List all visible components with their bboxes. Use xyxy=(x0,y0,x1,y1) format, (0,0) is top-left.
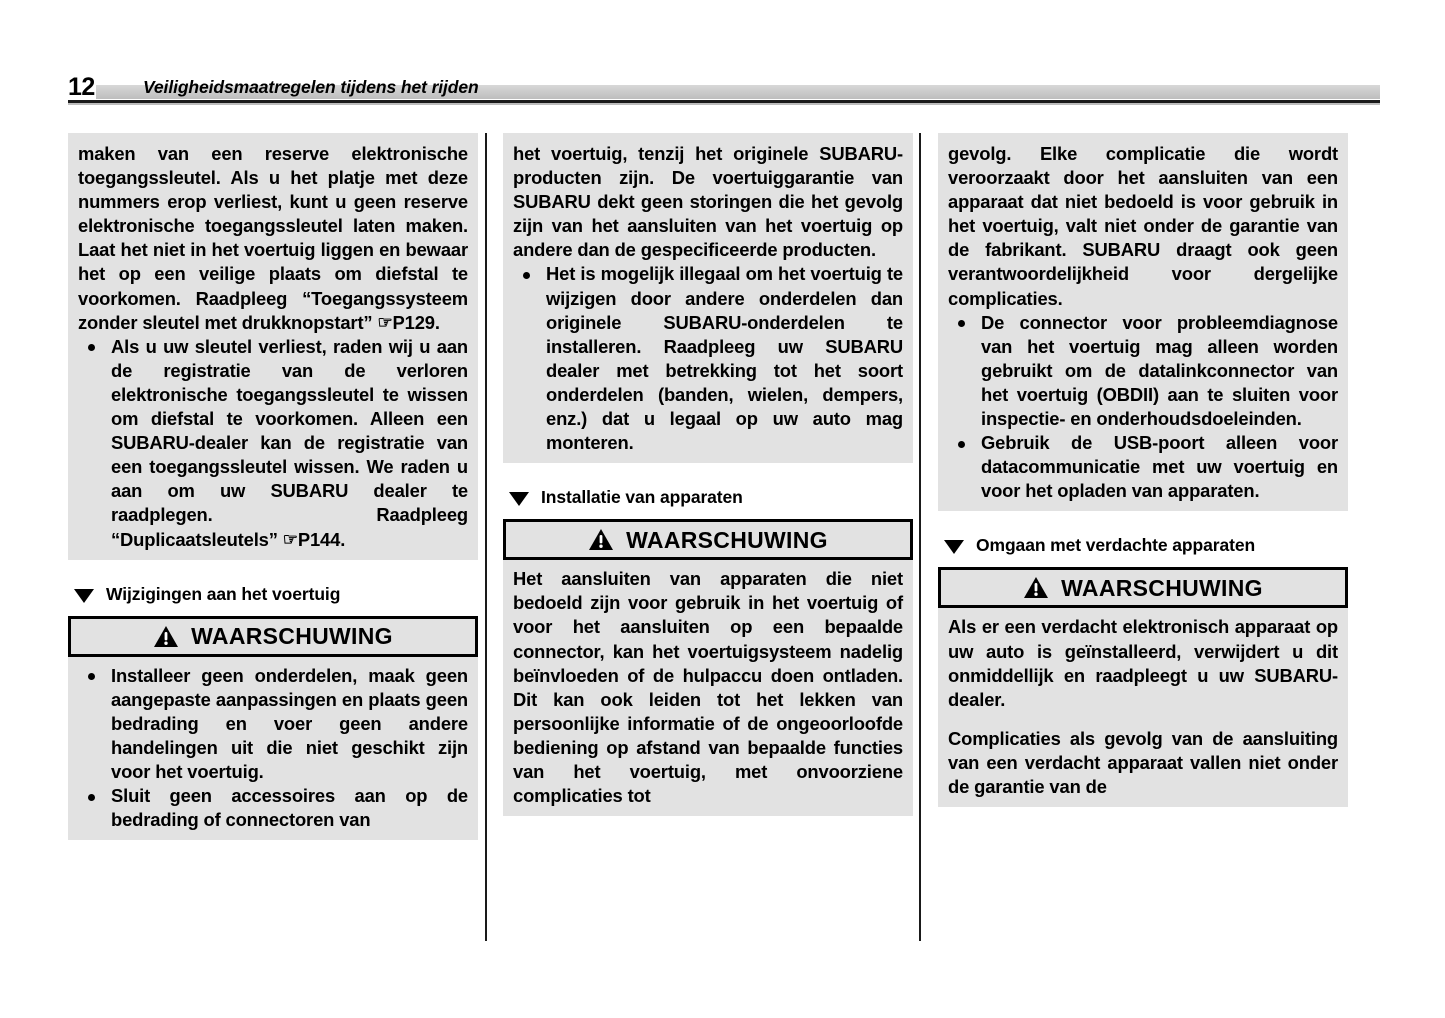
spacer xyxy=(68,560,478,582)
page-title: Veiligheidsmaatregelen tijdens het rijden xyxy=(143,77,479,97)
paragraph xyxy=(78,142,468,335)
page-reference-label: P129. xyxy=(392,311,440,333)
warning-content xyxy=(503,560,913,816)
column-divider-1 xyxy=(485,133,487,941)
text-block-continuation xyxy=(68,133,478,560)
list-item: Het is mogelijk illegaal om het voertuig te wijzigen door andere onderdelen dan originele SUBARU-onderdelen te installeren. Raadpleeg uw SUBARU dealer met betrekking tot het soort onderdelen (banden, wielen, dempers, enz.) dat u legaal op uw auto mag monteren. xyxy=(513,262,903,455)
list-item xyxy=(78,335,468,552)
warning-banner-label: WAARSCHUWING xyxy=(626,526,828,553)
spacer xyxy=(938,511,1348,533)
text-block-continuation xyxy=(938,133,1348,511)
warning-triangle-icon xyxy=(1023,576,1049,599)
paragraph: gevolg. Elke complicatie die wordt veroorzaakt door het aansluiten van een apparaat dat niet bedoeld is voor gebruik in het voertuig, valt niet onder de garantie van de fabrikant. SUBARU draagt ook geen verantwoordelijkheid voor dergelijke complicaties. xyxy=(948,143,1338,309)
paragraph: Het aansluiten van apparaten die niet bedoeld zijn voor gebruik in het voertuig of voor het aansluiten op een bepaalde connector, kan het voertuigsysteem nadelig beïnvloeden of de hulpaccu doen ontladen. Dit kan ook leiden tot het lekken van persoonlijke informatie of de ongeoorloofde bediening op afstand van bepaalde functies van het voertuig, met onvoorziene complicaties tot xyxy=(513,568,903,807)
column-2 xyxy=(503,133,913,943)
page-number: 12 xyxy=(68,73,95,101)
bullet-list xyxy=(78,335,468,552)
warning-banner xyxy=(68,616,478,657)
list-item: Gebruik de USB-poort alleen voor datacommunicatie met uw voertuig en voor het opladen van apparaten. xyxy=(948,431,1338,503)
list-item: Sluit geen accessoires aan op de bedrading of connectoren van xyxy=(78,784,468,832)
bullet-list xyxy=(513,262,903,455)
warning-content xyxy=(938,608,1348,807)
list-item: Installeer geen onderdelen, maak geen aangepaste aanpassingen en plaats geen bedrading en voer geen andere handelingen uit die niet geschikt zijn voor het voertuig. xyxy=(78,664,468,784)
header-rule xyxy=(68,100,1380,103)
warning-content xyxy=(68,657,478,841)
column-1 xyxy=(68,133,478,943)
pointing-hand-icon: ☞ xyxy=(282,529,298,549)
warning-triangle-icon xyxy=(153,625,179,648)
column-divider-2 xyxy=(919,133,921,941)
paragraph: het voertuig, tenzij het originele SUBARU-producten zijn. De voertuiggarantie van SUBARU dekt geen storingen die het gevolg zijn van het aansluiten van het voertuig op andere dan de gespecificeerde producten. xyxy=(513,143,903,261)
paragraph: Als er een verdacht elektronisch apparaat op uw auto is geïnstalleerd, verwijdert u dit onmiddellijk en raadpleegt u uw SUBARU-dealer. xyxy=(948,616,1338,710)
section-heading-device-installation xyxy=(503,485,913,509)
spacer xyxy=(68,606,478,616)
warning-banner-label: WAARSCHUWING xyxy=(191,623,393,650)
triangle-down-icon xyxy=(509,492,529,506)
spacer xyxy=(503,509,913,519)
warning-triangle-icon xyxy=(588,528,614,551)
section-heading-label: Wijzigingen aan het voertuig xyxy=(106,583,341,604)
bullet-list xyxy=(948,311,1338,504)
text-block-continuation xyxy=(503,133,913,463)
section-heading-label: Omgaan met verdachte apparaten xyxy=(976,535,1256,556)
page-reference xyxy=(377,312,439,333)
pointing-hand-icon: ☞ xyxy=(377,312,393,332)
spacer xyxy=(938,557,1348,567)
spacer xyxy=(503,463,913,485)
warning-banner xyxy=(938,567,1348,608)
section-heading-label: Installatie van apparaten xyxy=(541,487,743,508)
page-reference xyxy=(283,529,345,550)
triangle-down-icon xyxy=(944,540,964,554)
column-container xyxy=(0,133,1445,943)
page-reference-label: P144. xyxy=(297,528,346,550)
paragraph: Complicaties als gevolg van de aansluiting van een verdacht apparaat vallen niet onder de garantie van de xyxy=(948,727,1338,797)
bullet-list xyxy=(78,664,468,833)
section-heading-suspicious-devices xyxy=(938,533,1348,557)
column-3 xyxy=(938,133,1348,943)
list-item-text: Als u uw sleutel verliest, raden wij u aan de registratie van de verloren elektronische toegangssleutel te wissen om diefstal te voorkomen. Alleen een SUBARU-dealer kan de registratie van een toegangssleutel wissen. We raden u aan om uw SUBARU dealer te raadplegen. Raadpleeg “Duplicaatsleutels” xyxy=(111,335,468,550)
page-header xyxy=(68,72,1380,112)
triangle-down-icon xyxy=(74,589,94,603)
warning-banner xyxy=(503,519,913,560)
list-item: De connector voor probleemdiagnose van het voertuig mag alleen worden gebruikt om de datalinkconnector van het voertuig (OBDII) aan te sluiten voor inspectie- en onderhoudsdoeleinden. xyxy=(948,311,1338,431)
warning-banner-label: WAARSCHUWING xyxy=(1061,574,1263,601)
paragraph-text: maken van een reserve elektronische toegangssleutel. Als u het platje met deze nummers erop verliest, kunt u geen reserve elektronische toegangssleutel laten maken. Laat het niet in het voertuig liggen en bewaar het op een veilige plaats om diefstal te voorkomen. Raadpleeg “Toegangssysteem zonder sleutel met drukknopstart” xyxy=(78,143,468,333)
section-heading-vehicle-modifications xyxy=(68,582,478,606)
